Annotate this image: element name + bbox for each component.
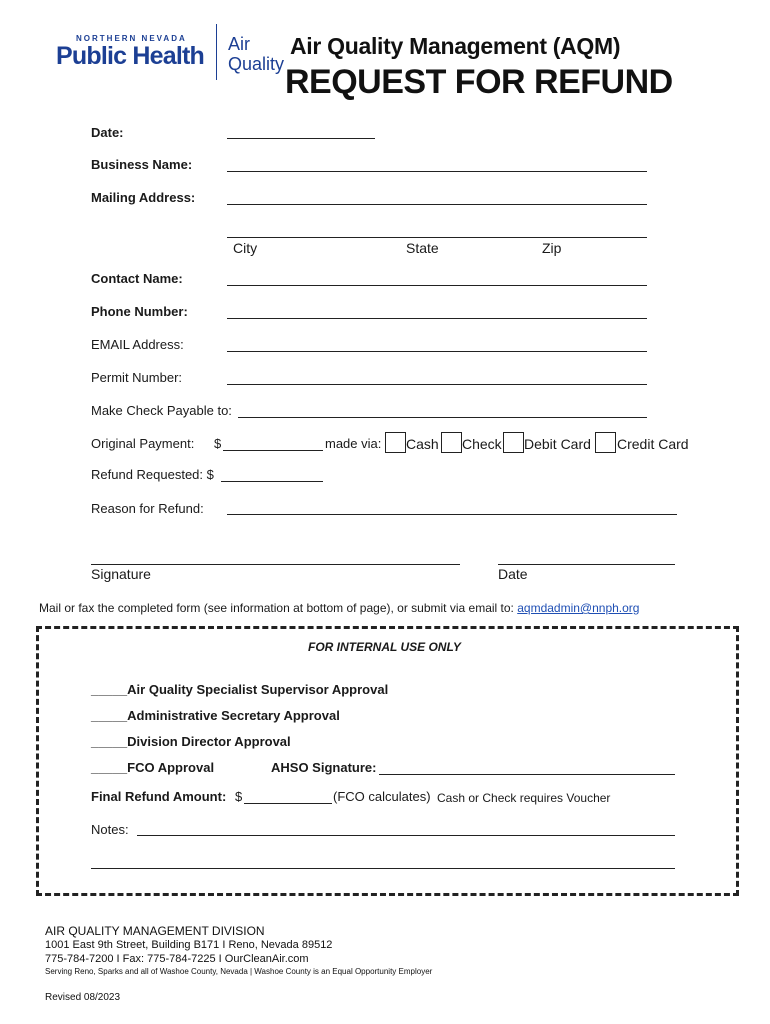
logo-air-quality [228,34,284,74]
final-refund-dollar: $ [235,789,243,804]
admin-approval-label: Administrative Secretary Approval [127,708,340,723]
business-name-field[interactable] [227,171,647,172]
permit-number-field[interactable] [227,384,647,385]
email-label: EMAIL Address: [91,337,184,352]
logo-public-health: Public Health [56,42,204,70]
date-field[interactable] [227,138,375,139]
signature-date-label: Date [498,566,528,582]
check-label: Check [462,436,502,452]
zip-label: Zip [542,240,562,256]
logo-divider [216,24,217,80]
debit-card-checkbox[interactable] [503,432,524,453]
original-payment-field[interactable] [223,450,323,451]
logo-quality: Quality [228,54,285,74]
supervisor-approval-label: Air Quality Specialist Supervisor Approval [127,682,389,697]
date-label: Date: [91,125,124,140]
refund-requested-label: Refund Requested: $ [91,467,214,482]
voucher-note: Cash or Check requires Voucher [437,791,611,805]
made-via-label: made via: [325,436,382,451]
fco-approval-label: FCO Approval [127,760,215,775]
final-refund-label: Final Refund Amount: [91,789,227,804]
cash-checkbox[interactable] [385,432,406,453]
debit-card-label: Debit Card [524,436,591,452]
refund-requested-field[interactable] [221,481,323,482]
signature-label: Signature [91,566,151,582]
director-approval-row [91,734,291,750]
email-field[interactable] [227,351,647,352]
credit-card-label: Credit Card [617,436,689,452]
state-label: State [406,240,439,256]
signature-date-field[interactable] [498,564,675,565]
instructions-text [39,600,639,616]
internal-use-heading: FOR INTERNAL USE ONLY [308,640,461,654]
mailing-address-label: Mailing Address: [91,190,196,205]
footer-revised: Revised 08/2023 [45,992,121,1003]
supervisor-approval-row [91,682,388,698]
ahso-signature-label: AHSO Signature: [271,760,377,775]
contact-name-field[interactable] [227,285,647,286]
form-title: REQUEST FOR REFUND [285,63,673,101]
business-name-label: Business Name: [91,157,193,172]
fco-calculates-label: (FCO calculates) [333,789,431,804]
original-payment-label: Original Payment: [91,436,195,451]
instructions-body: Mail or fax the completed form (see information at bottom of page), or submit via email to: [39,601,518,615]
notes-field-line2[interactable] [91,868,675,869]
logo-air: Air [228,34,250,54]
check-checkbox[interactable] [441,432,462,453]
final-refund-field[interactable] [244,803,332,804]
mailing-address-field[interactable] [227,204,647,205]
reason-label: Reason for Refund: [91,501,204,516]
contact-name-label: Contact Name: [91,271,183,286]
phone-number-field[interactable] [227,318,647,319]
ahso-signature-field[interactable] [379,774,675,775]
notes-field[interactable] [137,835,675,836]
payable-label: Make Check Payable to: [91,403,232,418]
payable-field[interactable] [238,417,647,418]
footer-contact: 775-784-7200 I Fax: 775-784-7225 I OurCleanAir.com [45,953,309,965]
reason-field[interactable] [227,514,677,515]
fco-approval-blank[interactable]: _____ [91,760,128,775]
form-subtitle: Air Quality Management (AQM) [290,33,621,59]
phone-number-label: Phone Number: [91,304,188,319]
admin-approval-blank[interactable]: _____ [91,708,128,723]
signature-field[interactable] [91,564,460,565]
city-label: City [233,240,258,256]
footer-serving: Serving Reno, Sparks and all of Washoe County, Nevada | Washoe County is an Equal Opportunity Employer [45,967,433,976]
email-link[interactable]: aqmdadmin@nnph.org [517,601,640,615]
director-approval-label: Division Director Approval [127,734,291,749]
city-state-zip-field[interactable] [227,237,647,238]
cash-label: Cash [406,436,439,452]
permit-number-label: Permit Number: [91,370,183,385]
logo-northern-nevada: NORTHERN NEVADA [76,34,187,43]
credit-card-checkbox[interactable] [595,432,616,453]
fco-approval-row [91,760,214,776]
footer-address: 1001 East 9th Street, Building B171 I Reno, Nevada 89512 [45,939,333,951]
director-approval-blank[interactable]: _____ [91,734,128,749]
supervisor-approval-blank[interactable]: _____ [91,682,128,697]
footer-division: AIR QUALITY MANAGEMENT DIVISION [45,924,265,938]
original-payment-dollar: $ [214,436,222,451]
admin-approval-row [91,708,340,724]
notes-label: Notes: [91,822,129,837]
